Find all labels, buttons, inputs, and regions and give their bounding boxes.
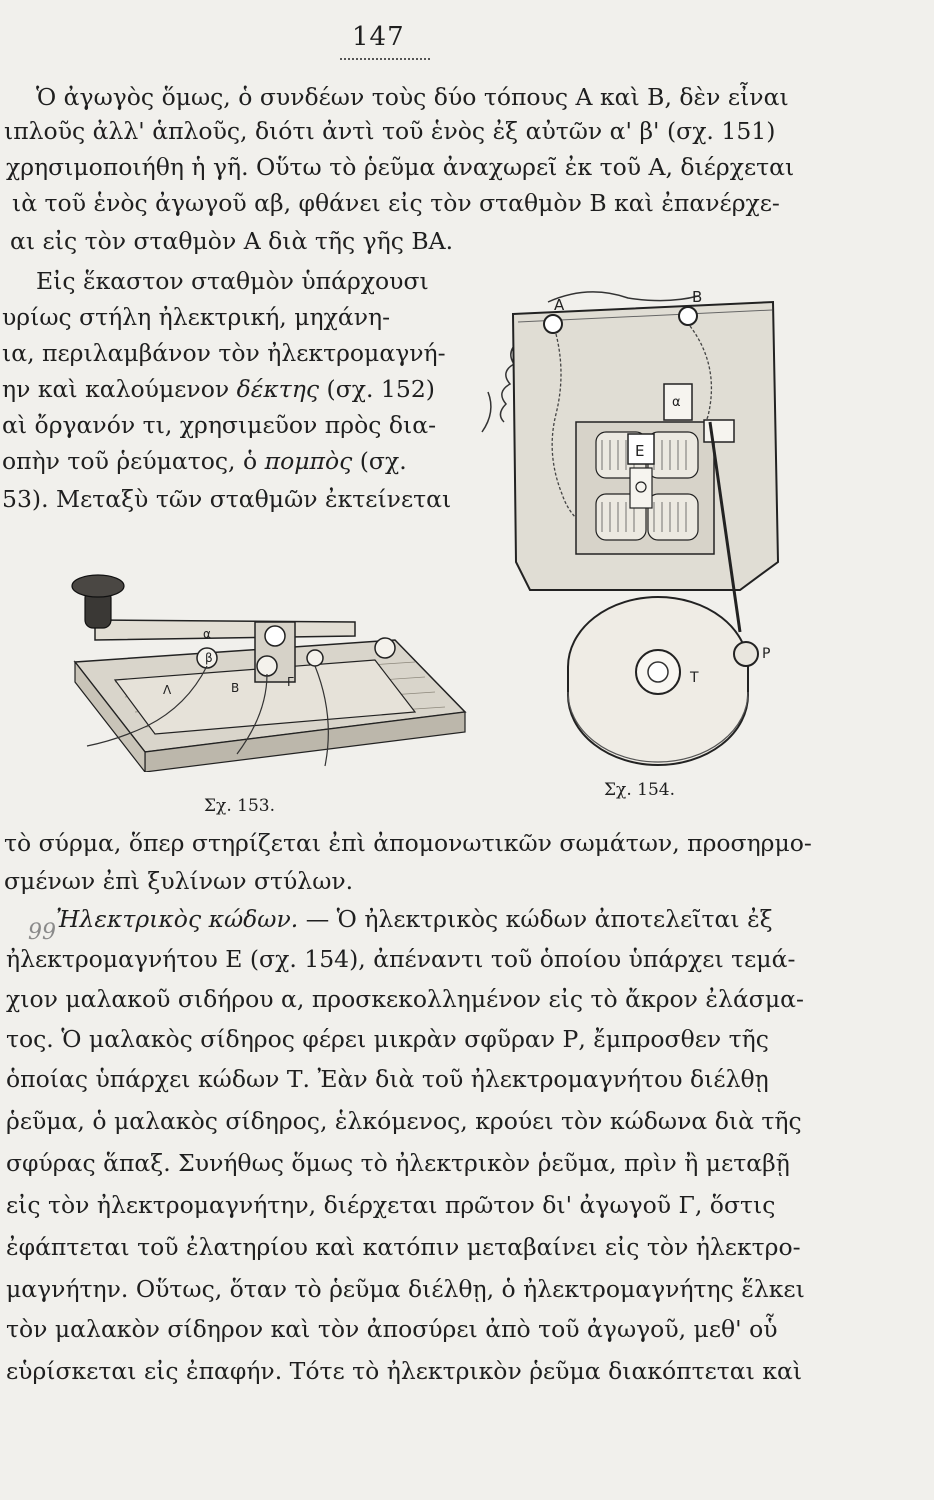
- label-E: Ε: [635, 442, 645, 460]
- page-number: 147: [352, 22, 405, 52]
- figure-153-telegraph-key: [55, 562, 475, 772]
- body-line: χιον μαλακοῦ σιδήρου α, προσκεκολλημένον εἰς τὸ ἄκρον ἐλάσμα-: [6, 985, 804, 1013]
- section-heading: Ἠλεκτρικὸς κώδων.: [56, 905, 299, 933]
- handwritten-annotation: 99: [28, 920, 56, 945]
- label-alpha: α: [203, 627, 211, 641]
- body-line: μαγνήτην. Οὕτως, ὅταν τὸ ῥεῦμα διέλθῃ, ὁ ἠλεκτρομαγνήτης ἕλκει: [6, 1275, 805, 1303]
- section-heading-line: [56, 904, 773, 934]
- term-dektis: δέκτης: [236, 375, 320, 403]
- figure-154-electric-bell: [478, 272, 808, 782]
- column-line: Εἰς ἕκαστον σταθμὸν ὑπάρχουσι: [36, 267, 429, 295]
- label-P: Ρ: [762, 646, 771, 662]
- body-line: ῥεῦμα, ὁ μαλακὸς σίδηρος, ἑλκόμενος, κρούει τὸν κώδωνα διὰ τῆς: [6, 1107, 802, 1135]
- column-line: υρίως στήλη ἠλεκτρική, μηχάνη-: [2, 303, 391, 331]
- column-line: 53). Μεταξὺ τῶν σταθμῶν ἐκτείνεται: [2, 485, 452, 513]
- intro-line: αι εἰς τὸν σταθμὸν Α διὰ τῆς γῆς ΒΑ.: [10, 227, 454, 255]
- body-line: εὑρίσκεται εἰς ἐπαφήν. Τότε τὸ ἠλεκτρικὸν ῥεῦμα διακόπτεται καὶ: [6, 1357, 803, 1385]
- body-line: ὁποίας ὑπάρχει κώδων Τ. Ἐὰν διὰ τοῦ ἠλεκτρομαγνήτου διέλθῃ: [6, 1065, 769, 1093]
- body-line: τος. Ὁ μαλακὸς σίδηρος φέρει μικρὰν σφῦραν Ρ, ἔμπροσθεν τῆς: [6, 1025, 769, 1053]
- column-line: ια, περιλαμβάνον τὸν ἠλεκτρομαγνή-: [2, 339, 446, 367]
- fig-ref: (σχ. 152): [326, 375, 435, 403]
- label-G: Γ: [287, 675, 294, 689]
- page-number-rule: [340, 58, 430, 60]
- column-line-text: ην καὶ καλούμενον: [2, 375, 230, 403]
- intro-line: χρησιμοποιήθη ἡ γῆ. Οὕτω τὸ ῥεῦμα ἀναχωρεῖ ἐκ τοῦ Α, διέρχεται: [6, 153, 795, 181]
- intro-line: ιπλοῦς ἀλλ' ἁπλοῦς, διότι ἀντὶ τοῦ ἑνὸς ἐξ αὐτῶν α' β' (σχ. 151): [4, 117, 776, 145]
- column-line: [2, 374, 435, 404]
- column-line: αὶ ὄργανόν τι, χρησιμεῦον πρὸς δια-: [2, 411, 437, 439]
- term-pompos: πομπὸς: [264, 447, 353, 475]
- label-beta: β: [205, 651, 213, 665]
- column-line: [2, 446, 407, 476]
- intro-line: Ὁ ἀγωγὸς ὅμως, ὁ συνδέων τοὺς δύο τόπους Α καὶ Β, δὲν εἶναι: [36, 83, 789, 111]
- body-line: ἐφάπτεται τοῦ ἐλατηρίου καὶ κατόπιν μεταβαίνει εἰς τὸν ἠλεκτρο-: [6, 1233, 801, 1261]
- body-line: τὸ σύρμα, ὅπερ στηρίζεται ἐπὶ ἀπομονωτικῶν σωμάτων, προσηρμο-: [4, 829, 812, 857]
- section-heading-rest: — Ὁ ἠλεκτρικὸς κώδων ἀποτελεῖται ἐξ: [298, 905, 773, 933]
- figure-153-caption: Σχ. 153.: [204, 796, 275, 816]
- label-alpha: α: [672, 395, 681, 410]
- body-line: τὸν μαλακὸν σίδηρον καὶ τὸν ἀποσύρει ἀπὸ τοῦ ἀγωγοῦ, μεθ' οὗ: [6, 1315, 778, 1343]
- label-A: Α: [554, 296, 565, 314]
- fig-ref: (σχ.: [359, 447, 407, 475]
- label-T: Τ: [690, 670, 699, 686]
- label-B: Β: [692, 288, 703, 306]
- body-line: σφύρας ἅπαξ. Συνήθως ὅμως τὸ ἠλεκτρικὸν ῥεῦμα, πρὶν ἢ μεταβῇ: [6, 1149, 790, 1177]
- body-line: σμένων ἐπὶ ξυλίνων στύλων.: [4, 867, 354, 895]
- body-line: ἠλεκτρομαγνήτου Ε (σχ. 154), ἀπέναντι τοῦ ὁποίου ὑπάρχει τεμά-: [6, 945, 796, 973]
- label-B: Β: [231, 681, 240, 695]
- body-line: εἰς τὸν ἠλεκτρομαγνήτην, διέρχεται πρῶτον δι' ἀγωγοῦ Γ, ὅστις: [6, 1191, 776, 1219]
- figure-154-caption: Σχ. 154.: [604, 780, 675, 800]
- intro-line: ιὰ τοῦ ἑνὸς ἀγωγοῦ αβ, φθάνει εἰς τὸν σταθμὸν Β καὶ ἐπανέρχε-: [12, 189, 780, 217]
- column-line-text: οπὴν τοῦ ῥεύματος, ὁ: [2, 447, 258, 475]
- label-L: Λ: [163, 683, 172, 697]
